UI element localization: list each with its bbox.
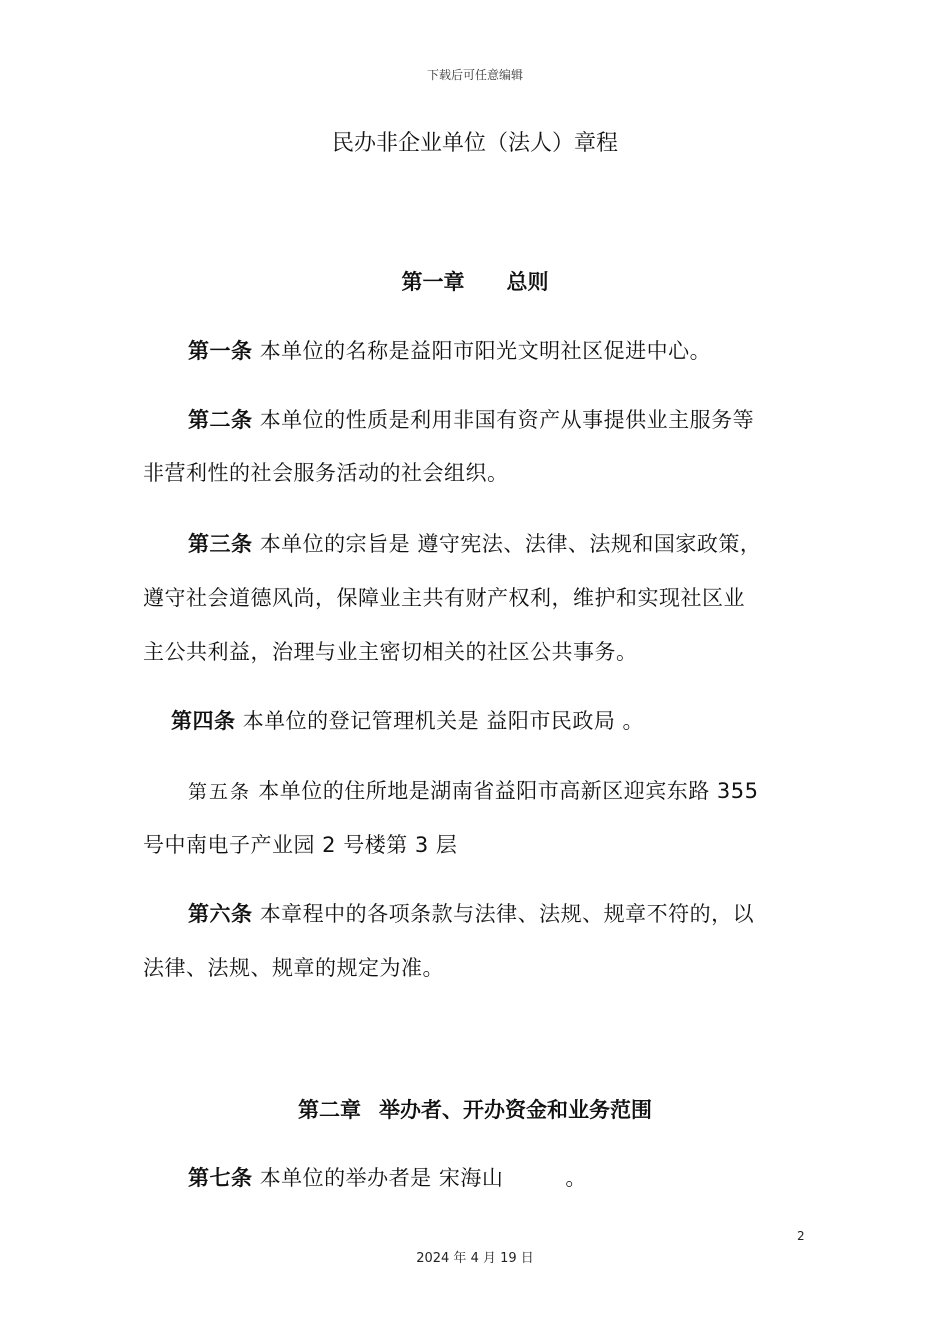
chapter-2-name: 举办者、开办资金和业务范围	[379, 1098, 652, 1122]
article-6-label: 第六条	[188, 902, 253, 926]
article-3-text-line-1: 本单位的宗旨是 遵守宪法、法律、法规和国家政策，	[259, 532, 762, 556]
document-title: 民办非企业单位（法人）章程	[331, 131, 618, 156]
article-7-period: 。	[565, 1166, 587, 1190]
chapter-2-heading	[0, 1094, 950, 1124]
article-5-text-line-2: 号中南电子产业园 2 号楼第 3 层	[143, 833, 458, 857]
article-5-label: 第五条	[188, 781, 252, 803]
footer-date: 2024 年 4 月 19 日	[416, 1251, 534, 1266]
article-7	[188, 1163, 587, 1193]
article-6-text-line-1: 本章程中的各项条款与法律、法规、规章不符的，以	[259, 902, 755, 926]
article-7-label: 第七条	[188, 1166, 253, 1190]
article-1-text: 本单位的名称是益阳市阳光文明社区促进中心。	[259, 339, 712, 363]
article-2-text-line-1: 本单位的性质是利用非国有资产从事提供业主服务等	[259, 408, 755, 432]
article-4-label: 第四条	[171, 709, 236, 733]
article-3-label: 第三条	[188, 532, 253, 556]
article-6	[188, 899, 754, 929]
chapter-1-name: 总则	[506, 270, 549, 294]
article-5	[188, 776, 758, 807]
article-1-label: 第一条	[188, 339, 253, 363]
article-4	[171, 706, 644, 736]
chapter-2-number: 第二章	[298, 1098, 361, 1122]
article-1	[188, 336, 711, 366]
article-7-text: 本单位的举办者是 宋海山	[259, 1166, 504, 1190]
chapter-1-number: 第一章	[401, 270, 465, 294]
article-2-text-line-2: 非营利性的社会服务活动的社会组织。	[143, 461, 509, 485]
article-3	[188, 529, 761, 559]
chapter-1-heading	[0, 266, 950, 296]
article-3-text-line-2: 遵守社会道德风尚，保障业主共有财产权利，维护和实现社区业	[143, 586, 745, 610]
article-6-text-line-2: 法律、法规、规章的规定为准。	[143, 956, 444, 980]
article-2-label: 第二条	[188, 408, 253, 432]
article-4-text: 本单位的登记管理机关是 益阳市民政局 。	[242, 709, 645, 733]
article-3-text-line-3: 主公共利益，治理与业主密切相关的社区公共事务。	[143, 640, 638, 664]
article-2	[188, 405, 754, 435]
page-number: 2	[797, 1229, 805, 1243]
header-note: 下载后可任意编辑	[426, 68, 523, 82]
article-5-text-line-1: 本单位的住所地是湖南省益阳市高新区迎宾东路 355	[258, 779, 759, 803]
